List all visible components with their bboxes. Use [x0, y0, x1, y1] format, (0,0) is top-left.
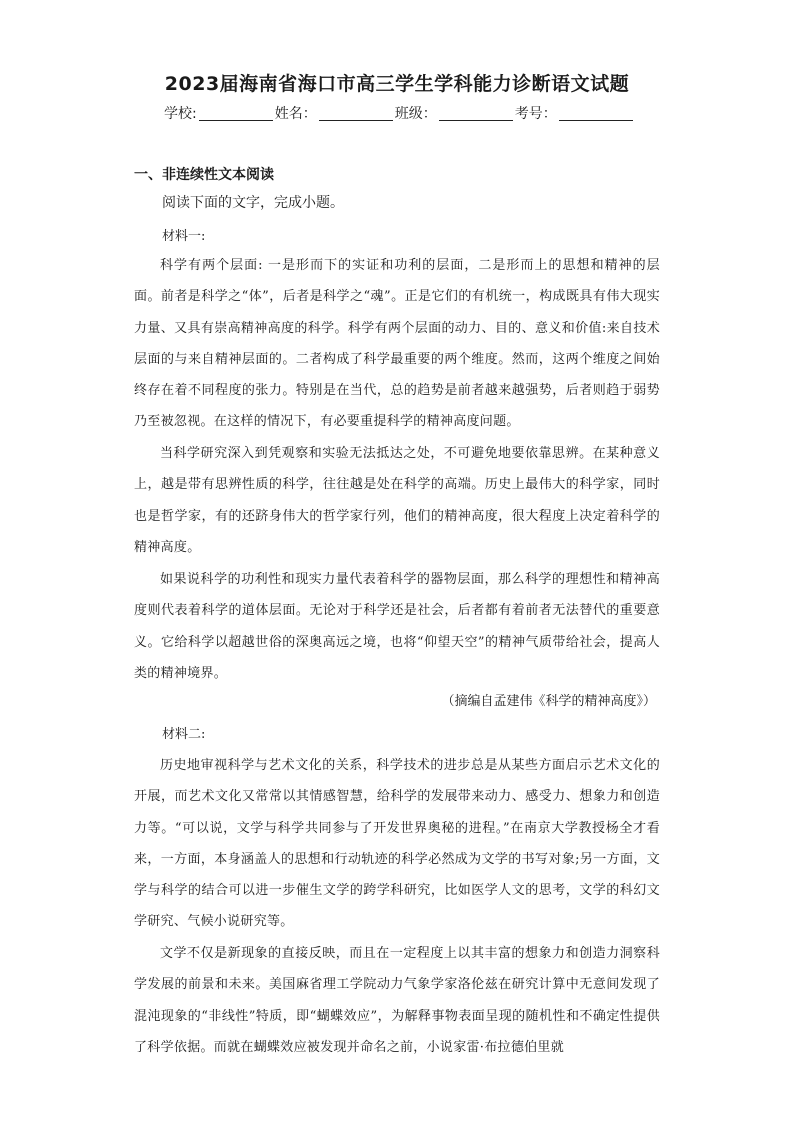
- material-two-paragraph: 文学不仅是新现象的直接反映，而且在一定程度上以其丰富的想象力和创造力洞察科学发展的前景和未来。美国麻省理工学院动力气象学家洛伦兹在研究计算中无意间发现了混沌现象的“非线性”特质，即“蝴蝶效应”，为解释事物表面呈现的随机性和不确定性提供了科学依据。而就在蝴蝶效应被发现并命名之前，小说家雷·布拉德伯里就: [134, 946, 660, 1055]
- material-two-paragraph: 历史地审视科学与艺术文化的关系，科学技术的进步总是从某些方面启示艺术文化的开展，而艺术文化又常常以其情感智慧，给科学的发展带来动力、感受力、想象力和创造力等。“可以说，文学与科学共同参与了开发世界奥秘的进程。”在南京大学教授杨全才看来，一方面，本身涵盖人的思想和行动轨迹的科学必然成为文学的书写对象;另一方面，文学与科学的结合可以进一步催生文学的跨学科研究，比如医学人文的思考，文学的科幻文学研究、气候小说研究等。: [134, 758, 660, 930]
- school-blank[interactable]: [199, 106, 273, 121]
- page-title: 2023届海南省海口市高三学生学科能力诊断语文试题: [164, 73, 630, 95]
- class-label: 班级：: [394, 106, 437, 122]
- material-one-paragraph: 科学有两个层面: 一是形而下的实证和功利的层面，二是形而上的思想和精神的层面。前者是科学之“体”，后者是科学之“魂”。正是它们的有机统一，构成既具有伟大现实力量、又具有崇高精神高度的科学。科学有两个层面的动力、目的、意义和价值:来自技术层面的与来自精神层面的。二者构成了科学最重要的两个维度。然而，这两个维度之间始终存在着不同程度的张力。特别是在当代，总的趋势是前者越来越强势，后者则趋于弱势乃至被忽视。在这样的情况下，有必要重提科学的精神高度问题。: [134, 258, 660, 430]
- section-heading: 一、非连续性文本阅读: [134, 167, 274, 183]
- school-label: 学校:: [164, 106, 197, 122]
- material-one-source: （摘编自孟建伟《科学的精神高度》）: [441, 694, 656, 709]
- material-two-label: 材料二:: [162, 727, 206, 742]
- material-one-label: 材料一:: [162, 229, 206, 244]
- material-one-paragraph: 当科学研究深入到凭观察和实验无法抵达之处，不可避免地要依靠思辨。在某种意义上，越是带有思辨性质的科学，往往越是处在科学的高端。历史上最伟大的科学家，同时也是哲学家，有的还跻身伟大的哲学家行列，他们的精神高度，很大程度上决定着科学的精神高度。: [134, 446, 660, 555]
- student-info-line: [164, 103, 635, 123]
- material-one-paragraph: 如果说科学的功利性和现实力量代表着科学的器物层面，那么科学的理想性和精神高度则代表着科学的道体层面。无论对于科学还是社会，后者都有着前者无法替代的重要意义。它给科学以超越世俗的深奥高远之境，也将“仰望天空”的精神气质带给社会，提高人类的精神境界。: [134, 572, 660, 681]
- name-blank[interactable]: [319, 106, 393, 121]
- exam-no-blank[interactable]: [559, 106, 633, 121]
- class-blank[interactable]: [439, 106, 513, 121]
- name-label: 姓名：: [274, 106, 317, 122]
- exam-no-label: 考号：: [514, 106, 557, 122]
- instruction-text: 阅读下面的文字，完成小题。: [162, 195, 344, 211]
